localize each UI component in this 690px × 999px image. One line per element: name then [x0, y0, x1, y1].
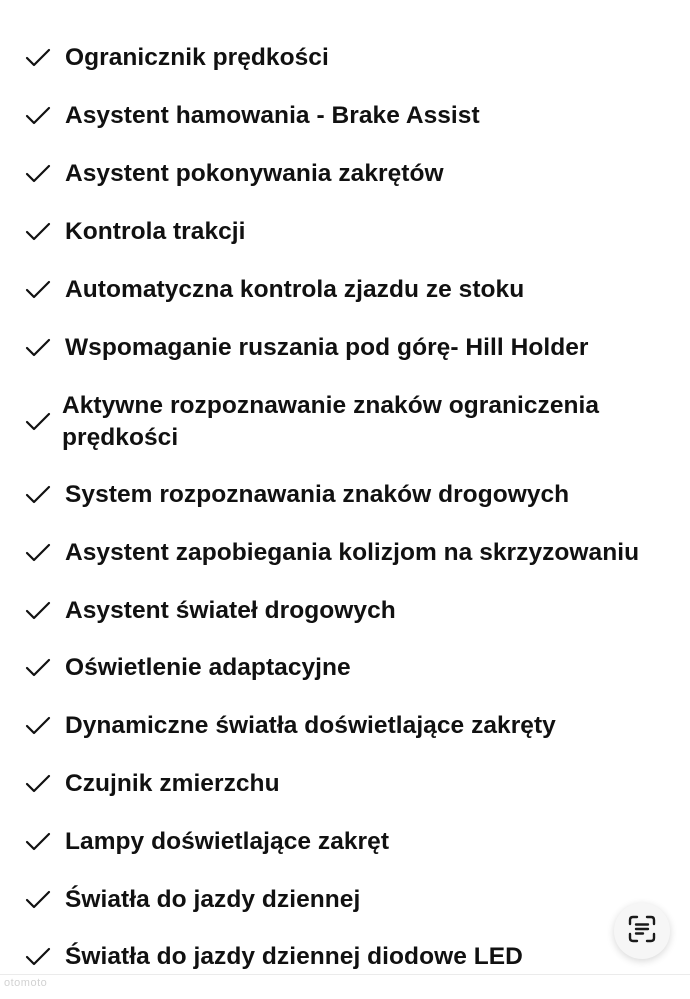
list-item — [24, 332, 670, 364]
feature-label: Aktywne rozpoznawanie znaków ograniczenia prędkości — [62, 392, 600, 451]
list-item — [24, 274, 670, 306]
checkmark-icon — [24, 484, 52, 506]
list-item — [24, 479, 670, 511]
feature-label: Automatyczna kontrola zjazdu ze stoku — [65, 276, 525, 303]
checkmark-icon — [24, 946, 52, 968]
feature-label: Światła do jazdy dziennej — [65, 886, 361, 913]
checkmark-icon — [24, 337, 52, 359]
checkmark-icon — [24, 279, 52, 301]
checkmark-icon — [24, 542, 52, 564]
feature-label: Asystent pokonywania zakrętów — [65, 160, 444, 187]
list-item — [24, 390, 670, 454]
list-item — [24, 42, 670, 74]
checkmark-icon — [24, 411, 52, 433]
checkmark-icon — [24, 773, 52, 795]
checkmark-icon — [24, 221, 52, 243]
list-item — [24, 100, 670, 132]
list-item — [24, 158, 670, 190]
watermark-text: otomoto — [4, 977, 48, 989]
checkmark-icon — [24, 831, 52, 853]
checkmark-icon — [24, 163, 52, 185]
feature-label: Wspomaganie ruszania pod górę- Hill Holder — [65, 334, 589, 361]
feature-label: Asystent hamowania - Brake Assist — [65, 102, 480, 129]
text-scan-button[interactable] — [614, 903, 670, 959]
feature-label: Oświetlenie adaptacyjne — [65, 654, 351, 681]
list-item — [24, 652, 670, 684]
footer-strip — [0, 974, 690, 999]
feature-label: Ogranicznik prędkości — [65, 44, 329, 71]
checkmark-icon — [24, 657, 52, 679]
checkmark-icon — [24, 715, 52, 737]
list-item — [24, 768, 670, 800]
feature-label: Asystent zapobiegania kolizjom na skrzyzowaniu — [65, 539, 640, 566]
feature-label: Światła do jazdy dziennej diodowe LED — [65, 943, 523, 970]
feature-label: Asystent świateł drogowych — [65, 597, 396, 624]
footer-divider — [0, 974, 690, 975]
list-item — [24, 710, 670, 742]
checkmark-icon — [24, 889, 52, 911]
list-item — [24, 216, 670, 248]
checkmark-icon — [24, 600, 52, 622]
feature-label: Dynamiczne światła doświetlające zakręty — [65, 712, 556, 739]
feature-label: Lampy doświetlające zakręt — [65, 828, 390, 855]
feature-label: System rozpoznawania znaków drogowych — [65, 481, 570, 508]
list-item — [24, 595, 670, 627]
checkmark-icon — [24, 47, 52, 69]
list-item — [24, 537, 670, 569]
list-item — [24, 884, 670, 916]
feature-label: Czujnik zmierzchu — [65, 770, 280, 797]
checkmark-icon — [24, 105, 52, 127]
list-item — [24, 826, 670, 858]
feature-label: Kontrola trakcji — [65, 218, 246, 245]
text-scan-icon — [627, 914, 657, 949]
list-item — [24, 941, 670, 973]
